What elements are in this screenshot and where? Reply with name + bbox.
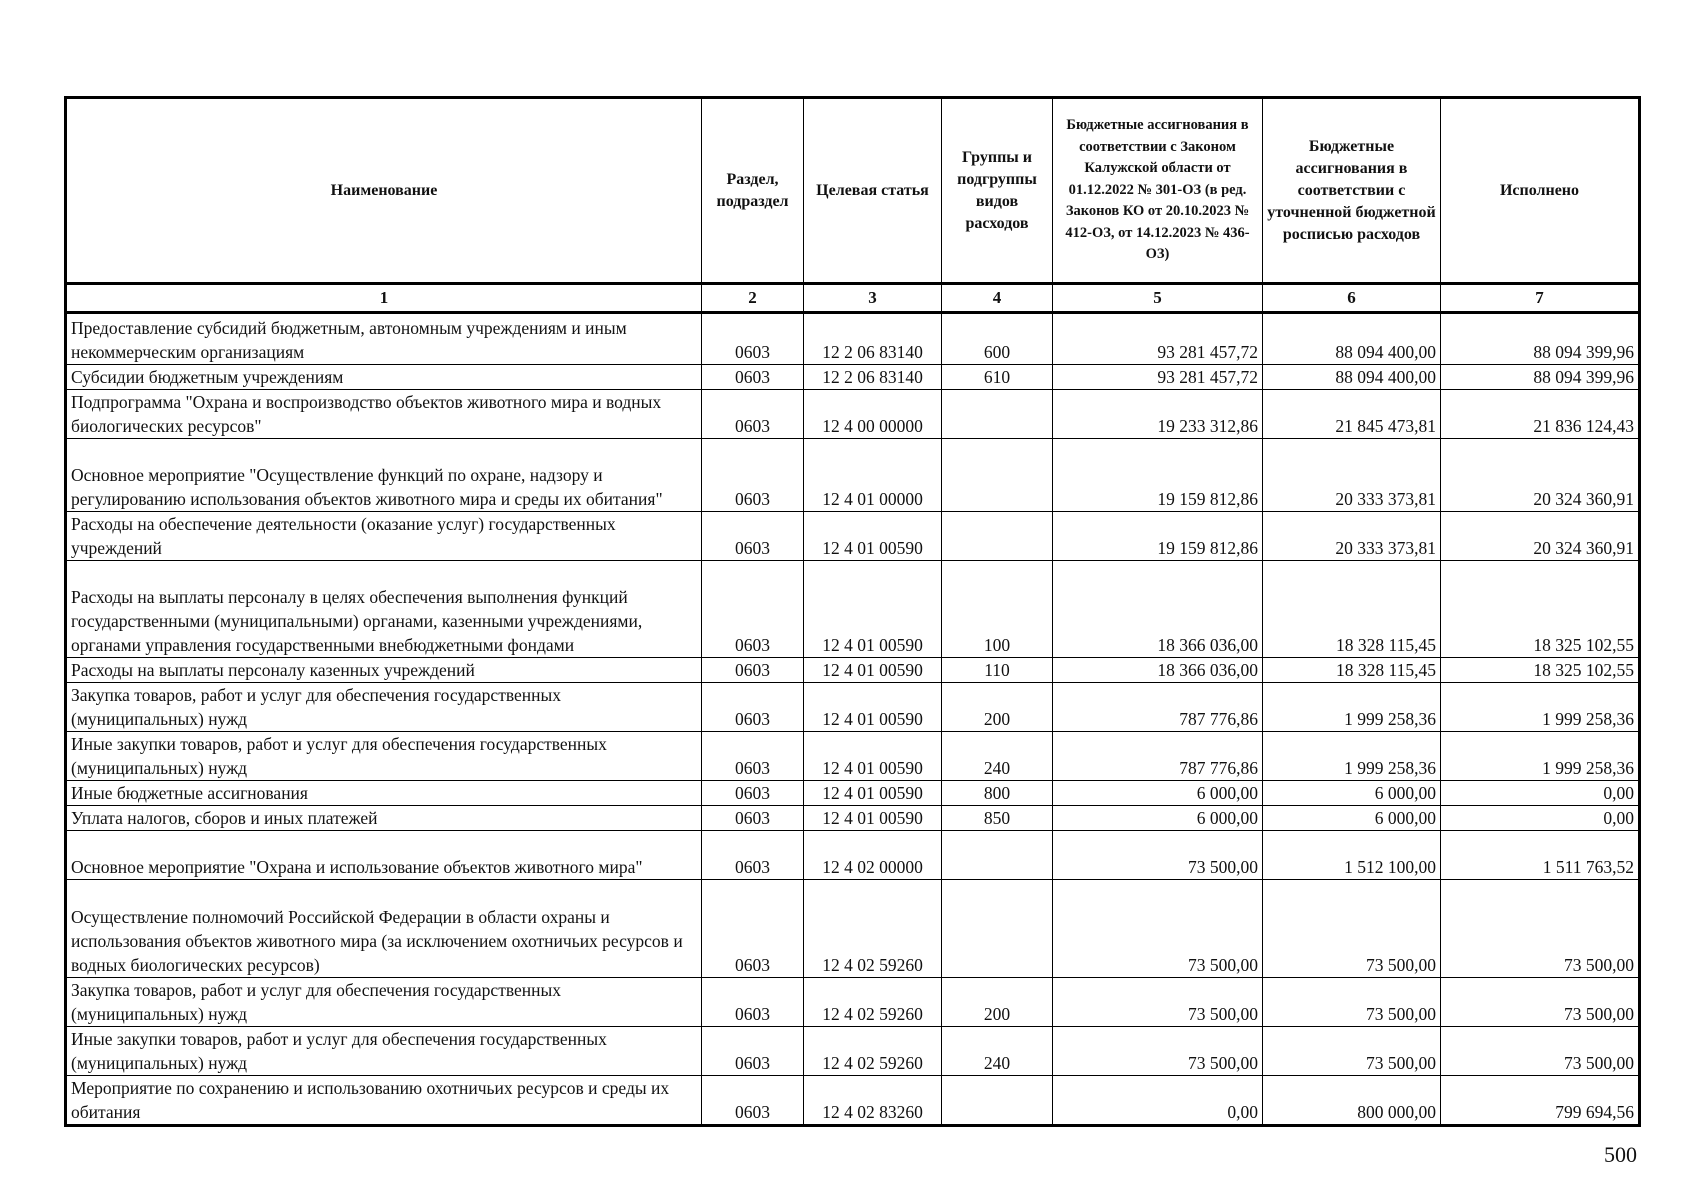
row-law-amount: 73 500,00 xyxy=(1053,880,1263,978)
row-name: Иные бюджетные ассигнования xyxy=(66,781,702,806)
column-number: 4 xyxy=(942,284,1053,313)
row-name: Расходы на выплаты персоналу казенных учреждений xyxy=(66,658,702,683)
table-row xyxy=(66,512,1640,561)
table-body xyxy=(66,313,1640,1126)
table-row xyxy=(66,880,1640,978)
row-expense-group: 240 xyxy=(942,732,1053,781)
row-section: 0603 xyxy=(702,831,804,880)
column-number: 6 xyxy=(1263,284,1441,313)
row-law-amount: 73 500,00 xyxy=(1053,1027,1263,1076)
table-row xyxy=(66,683,1640,732)
row-executed-amount: 73 500,00 xyxy=(1441,1027,1640,1076)
row-target-article: 12 4 02 83260 xyxy=(804,1076,942,1126)
page-number: 500 xyxy=(1604,1142,1637,1167)
row-section: 0603 xyxy=(702,512,804,561)
row-target-article: 12 4 01 00590 xyxy=(804,683,942,732)
row-target-article: 12 4 01 00590 xyxy=(804,781,942,806)
row-expense-group xyxy=(942,439,1053,512)
row-expense-group: 110 xyxy=(942,658,1053,683)
row-expense-group: 850 xyxy=(942,806,1053,831)
row-name: Предоставление субсидий бюджетным, автономным учреждениям и иным некоммерческим организациям xyxy=(66,313,702,365)
row-refined-amount: 1 999 258,36 xyxy=(1263,732,1441,781)
table-row xyxy=(66,658,1640,683)
row-section: 0603 xyxy=(702,683,804,732)
row-law-amount: 6 000,00 xyxy=(1053,806,1263,831)
row-section: 0603 xyxy=(702,390,804,439)
row-target-article: 12 4 01 00590 xyxy=(804,658,942,683)
row-law-amount: 19 233 312,86 xyxy=(1053,390,1263,439)
row-refined-amount: 18 328 115,45 xyxy=(1263,561,1441,658)
column-number-row xyxy=(66,284,1640,313)
row-target-article: 12 4 02 59260 xyxy=(804,880,942,978)
table-row xyxy=(66,781,1640,806)
row-executed-amount: 88 094 399,96 xyxy=(1441,365,1640,390)
row-executed-amount: 20 324 360,91 xyxy=(1441,439,1640,512)
row-section: 0603 xyxy=(702,806,804,831)
table-row xyxy=(66,365,1640,390)
row-executed-amount: 1 999 258,36 xyxy=(1441,683,1640,732)
header-target-article: Целевая статья xyxy=(804,98,942,284)
row-executed-amount: 88 094 399,96 xyxy=(1441,313,1640,365)
header-section: Раздел, подраздел xyxy=(702,98,804,284)
header-law-allocations: Бюджетные ассигнования в соответствии с Законом Калужской области от 01.12.2022 № 301-ОЗ (в ред. Законов КО от 20.10.2023 № 412-ОЗ, от 14.12.2023 № 436-ОЗ) xyxy=(1053,98,1263,284)
header-expense-groups: Группы и подгруппы видов расходов xyxy=(942,98,1053,284)
row-name: Иные закупки товаров, работ и услуг для обеспечения государственных (муниципальных) нужд xyxy=(66,732,702,781)
row-refined-amount: 6 000,00 xyxy=(1263,781,1441,806)
row-law-amount: 19 159 812,86 xyxy=(1053,512,1263,561)
row-name: Подпрограмма "Охрана и воспроизводство объектов животного мира и водных биологических ресурсов" xyxy=(66,390,702,439)
row-name: Мероприятие по сохранению и использованию охотничьих ресурсов и среды их обитания xyxy=(66,1076,702,1126)
row-law-amount: 73 500,00 xyxy=(1053,978,1263,1027)
row-executed-amount: 1 999 258,36 xyxy=(1441,732,1640,781)
row-name: Расходы на обеспечение деятельности (оказание услуг) государственных учреждений xyxy=(66,512,702,561)
row-section: 0603 xyxy=(702,1076,804,1126)
row-refined-amount: 6 000,00 xyxy=(1263,806,1441,831)
row-law-amount: 787 776,86 xyxy=(1053,683,1263,732)
row-executed-amount: 21 836 124,43 xyxy=(1441,390,1640,439)
row-law-amount: 18 366 036,00 xyxy=(1053,561,1263,658)
row-law-amount: 787 776,86 xyxy=(1053,732,1263,781)
row-expense-group: 200 xyxy=(942,683,1053,732)
row-refined-amount: 20 333 373,81 xyxy=(1263,512,1441,561)
row-name: Расходы на выплаты персоналу в целях обеспечения выполнения функций государственными (муниципальными) органами, казенными учреждениями, органами управления государственными внебюджетными фондами xyxy=(66,561,702,658)
table-header xyxy=(66,98,1640,313)
row-refined-amount: 1 999 258,36 xyxy=(1263,683,1441,732)
row-law-amount: 19 159 812,86 xyxy=(1053,439,1263,512)
row-section: 0603 xyxy=(702,561,804,658)
row-expense-group: 100 xyxy=(942,561,1053,658)
row-section: 0603 xyxy=(702,880,804,978)
row-law-amount: 0,00 xyxy=(1053,1076,1263,1126)
row-law-amount: 93 281 457,72 xyxy=(1053,365,1263,390)
row-executed-amount: 0,00 xyxy=(1441,806,1640,831)
row-section: 0603 xyxy=(702,658,804,683)
row-law-amount: 73 500,00 xyxy=(1053,831,1263,880)
row-law-amount: 93 281 457,72 xyxy=(1053,313,1263,365)
row-expense-group xyxy=(942,512,1053,561)
row-executed-amount: 0,00 xyxy=(1441,781,1640,806)
row-target-article: 12 4 00 00000 xyxy=(804,390,942,439)
row-section: 0603 xyxy=(702,313,804,365)
table-row xyxy=(66,390,1640,439)
row-expense-group xyxy=(942,1076,1053,1126)
column-number: 2 xyxy=(702,284,804,313)
table-row xyxy=(66,439,1640,512)
table-row xyxy=(66,1027,1640,1076)
row-refined-amount: 18 328 115,45 xyxy=(1263,658,1441,683)
row-law-amount: 18 366 036,00 xyxy=(1053,658,1263,683)
row-name: Закупка товаров, работ и услуг для обеспечения государственных (муниципальных) нужд xyxy=(66,978,702,1027)
row-refined-amount: 88 094 400,00 xyxy=(1263,365,1441,390)
row-executed-amount: 73 500,00 xyxy=(1441,978,1640,1027)
row-refined-amount: 1 512 100,00 xyxy=(1263,831,1441,880)
row-target-article: 12 4 01 00000 xyxy=(804,439,942,512)
row-expense-group xyxy=(942,390,1053,439)
row-executed-amount: 20 324 360,91 xyxy=(1441,512,1640,561)
row-section: 0603 xyxy=(702,1027,804,1076)
row-expense-group: 800 xyxy=(942,781,1053,806)
column-number: 7 xyxy=(1441,284,1640,313)
table-row xyxy=(66,1076,1640,1126)
table-row xyxy=(66,806,1640,831)
column-number: 5 xyxy=(1053,284,1263,313)
table-row xyxy=(66,978,1640,1027)
row-expense-group: 610 xyxy=(942,365,1053,390)
row-name: Основное мероприятие "Осуществление функций по охране, надзору и регулированию использования объектов животного мира и среды их обитания" xyxy=(66,439,702,512)
budget-table xyxy=(64,96,1641,1127)
row-refined-amount: 88 094 400,00 xyxy=(1263,313,1441,365)
header-row xyxy=(66,98,1640,284)
row-executed-amount: 1 511 763,52 xyxy=(1441,831,1640,880)
row-section: 0603 xyxy=(702,732,804,781)
header-executed: Исполнено xyxy=(1441,98,1640,284)
header-refined-allocations: Бюджетные ассигнования в соответствии с уточненной бюджетной росписью расходов xyxy=(1263,98,1441,284)
row-target-article: 12 4 01 00590 xyxy=(804,732,942,781)
table-row xyxy=(66,732,1640,781)
row-name: Субсидии бюджетным учреждениям xyxy=(66,365,702,390)
row-section: 0603 xyxy=(702,365,804,390)
row-target-article: 12 4 01 00590 xyxy=(804,561,942,658)
row-executed-amount: 18 325 102,55 xyxy=(1441,658,1640,683)
row-target-article: 12 4 01 00590 xyxy=(804,806,942,831)
row-target-article: 12 2 06 83140 xyxy=(804,313,942,365)
row-target-article: 12 4 01 00590 xyxy=(804,512,942,561)
row-expense-group: 240 xyxy=(942,1027,1053,1076)
row-refined-amount: 73 500,00 xyxy=(1263,978,1441,1027)
row-target-article: 12 4 02 59260 xyxy=(804,1027,942,1076)
row-name: Уплата налогов, сборов и иных платежей xyxy=(66,806,702,831)
header-name: Наименование xyxy=(66,98,702,284)
table-row xyxy=(66,561,1640,658)
row-law-amount: 6 000,00 xyxy=(1053,781,1263,806)
row-section: 0603 xyxy=(702,781,804,806)
row-expense-group: 200 xyxy=(942,978,1053,1027)
column-number: 1 xyxy=(66,284,702,313)
row-name: Иные закупки товаров, работ и услуг для обеспечения государственных (муниципальных) нужд xyxy=(66,1027,702,1076)
row-refined-amount: 800 000,00 xyxy=(1263,1076,1441,1126)
row-target-article: 12 4 02 00000 xyxy=(804,831,942,880)
row-section: 0603 xyxy=(702,439,804,512)
row-executed-amount: 73 500,00 xyxy=(1441,880,1640,978)
row-section: 0603 xyxy=(702,978,804,1027)
table-row xyxy=(66,831,1640,880)
row-executed-amount: 799 694,56 xyxy=(1441,1076,1640,1126)
row-executed-amount: 18 325 102,55 xyxy=(1441,561,1640,658)
row-name: Закупка товаров, работ и услуг для обеспечения государственных (муниципальных) нужд xyxy=(66,683,702,732)
column-number: 3 xyxy=(804,284,942,313)
row-name: Осуществление полномочий Российской Федерации в области охраны и использования объектов животного мира (за исключением охотничьих ресурсов и водных биологических ресурсов) xyxy=(66,880,702,978)
row-expense-group xyxy=(942,880,1053,978)
row-expense-group xyxy=(942,831,1053,880)
row-name: Основное мероприятие "Охрана и использование объектов животного мира" xyxy=(66,831,702,880)
table-row xyxy=(66,313,1640,365)
row-refined-amount: 21 845 473,81 xyxy=(1263,390,1441,439)
row-refined-amount: 20 333 373,81 xyxy=(1263,439,1441,512)
row-refined-amount: 73 500,00 xyxy=(1263,880,1441,978)
row-expense-group: 600 xyxy=(942,313,1053,365)
row-refined-amount: 73 500,00 xyxy=(1263,1027,1441,1076)
row-target-article: 12 2 06 83140 xyxy=(804,365,942,390)
row-target-article: 12 4 02 59260 xyxy=(804,978,942,1027)
